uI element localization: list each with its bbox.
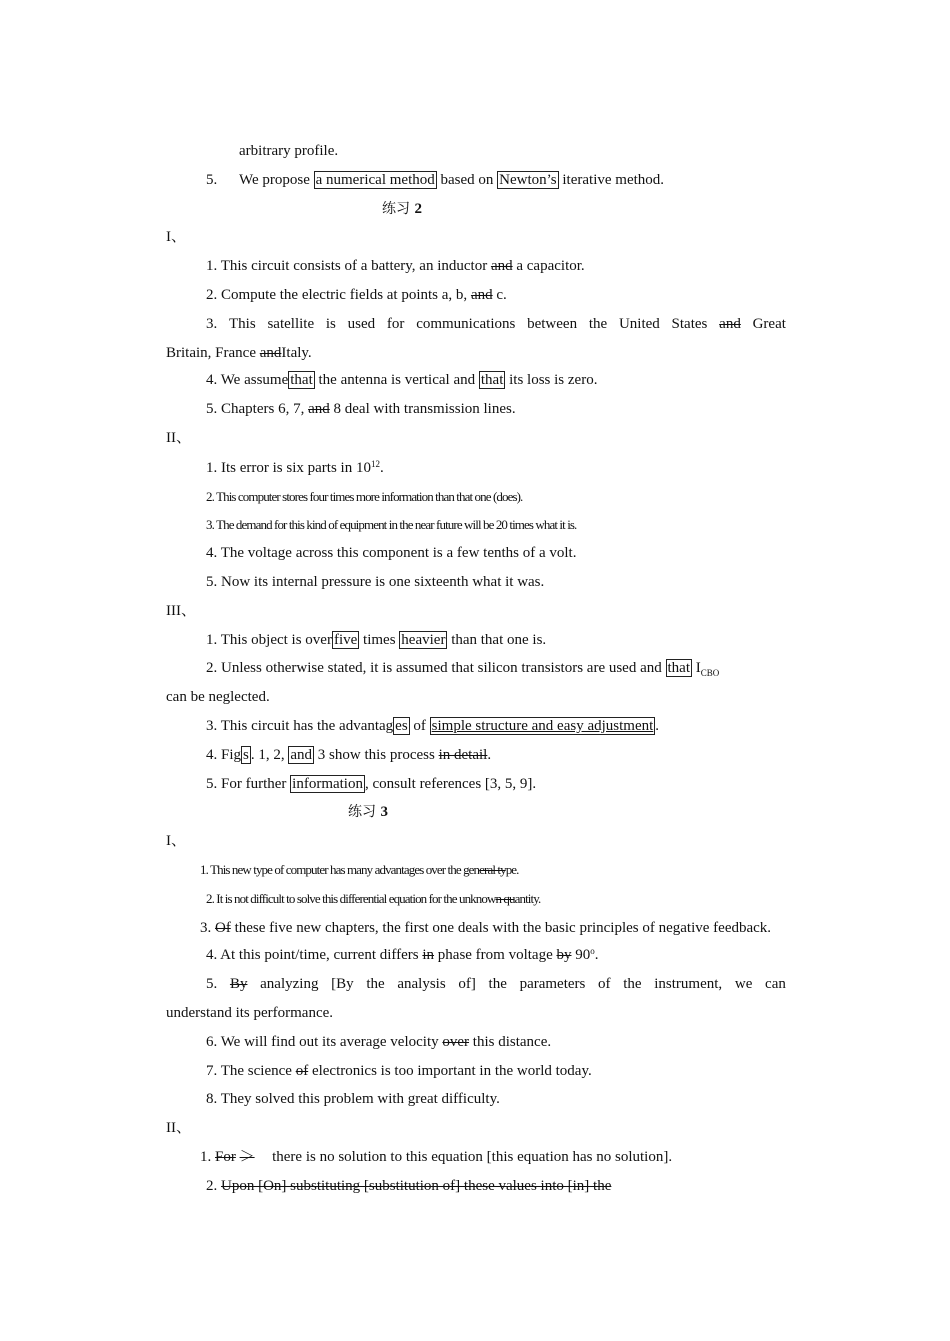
text-line: [206, 745, 491, 765]
text-line: [166, 687, 270, 707]
subsection-label: [166, 227, 186, 247]
struck-word: and: [490, 258, 513, 274]
struck-word: Of: [215, 920, 231, 936]
line-text: understand its performance.: [166, 1005, 334, 1021]
word: analysis: [397, 976, 446, 992]
label-text: II、: [166, 430, 191, 446]
heading-number: 2: [414, 201, 422, 217]
boxed-phrase: simple structure and easy adjustment: [431, 718, 654, 734]
word: of: [598, 976, 611, 992]
line-text: based on: [440, 172, 494, 188]
line-text: can be neglected.: [166, 689, 270, 705]
word: the: [366, 976, 385, 992]
boxed-word: Newton’s: [499, 172, 557, 188]
struck-word: For: [215, 1149, 236, 1165]
text-line: [206, 256, 585, 276]
section-heading: [382, 199, 422, 219]
line-text: 1. This circuit consists of a battery, an inductor: [206, 258, 488, 274]
text-line: [200, 1147, 672, 1167]
greater-than-symbol: ＞: [239, 1149, 255, 1165]
superscript: o: [590, 946, 595, 956]
subsection-label: [166, 831, 186, 851]
word: the: [623, 976, 642, 992]
line-text: 2. Unless otherwise stated, it is assumed that silicon transistors are used and: [206, 660, 662, 676]
line-text: 1. Its error is six parts in 10: [206, 460, 371, 476]
line-text: 4. The voltage across this component is a few tenths of a volt.: [206, 545, 577, 561]
line-text: 1.: [200, 1149, 212, 1165]
word: United: [618, 316, 660, 332]
text-line: [206, 1089, 500, 1109]
line-text: . 1, 2,: [250, 747, 285, 763]
text-line-justified: [206, 314, 786, 334]
label-text: II、: [166, 1120, 191, 1136]
text-line: [206, 170, 217, 190]
boxed-word: that: [480, 372, 504, 388]
line-text: I: [695, 660, 701, 676]
text-line: [239, 170, 664, 190]
struck-word: n qu: [495, 891, 515, 906]
line-text: 3. This circuit has the advantag: [206, 718, 394, 734]
line-text: 2. Compute the electric fields at points a, b,: [206, 287, 468, 303]
line-text: 5. For further: [206, 776, 287, 792]
subsection-label: [166, 601, 196, 621]
line-text: these five new chapters, the first one deals with the basic principles of negative feedback.: [234, 920, 772, 936]
boxed-word: information: [292, 776, 363, 792]
line-text: times: [363, 632, 396, 648]
text-line: [206, 285, 507, 305]
line-text: 2.: [206, 1178, 218, 1194]
struck-phrase: Upon [On] substituting [substitution of] these values into [in] the: [221, 1178, 612, 1194]
text-line: [206, 1061, 592, 1081]
word: parameters: [519, 976, 586, 992]
text-line: [239, 141, 338, 161]
boxed-word: a numerical method: [315, 172, 435, 188]
text-line: [206, 774, 536, 794]
struck-word: in detail: [438, 747, 488, 763]
heading-text: 练习: [382, 201, 410, 217]
word: of]: [458, 976, 476, 992]
text-line: [206, 370, 597, 390]
line-text: 4. Fig: [206, 747, 242, 763]
word: we: [734, 976, 753, 992]
word: analyzing: [260, 976, 319, 992]
line-text: .: [594, 947, 599, 963]
text-line: [206, 945, 599, 965]
text-line: [206, 1176, 611, 1196]
text-line: [206, 399, 516, 419]
word: This: [229, 316, 256, 332]
line-text: .: [379, 460, 384, 476]
word: the: [488, 976, 507, 992]
text-line: [206, 716, 659, 736]
line-text: this distance.: [472, 1034, 552, 1050]
line-text: 4. We assume: [206, 372, 289, 388]
line-text: Italy.: [281, 345, 312, 361]
text-line: [206, 630, 546, 650]
label-text: III、: [166, 603, 196, 619]
word: for: [386, 316, 405, 332]
word: between: [527, 316, 578, 332]
line-text: .: [655, 718, 660, 734]
line-text: c.: [496, 287, 507, 303]
line-text: of: [413, 718, 426, 734]
word: instrument,: [654, 976, 723, 992]
line-text: iterative method.: [562, 172, 665, 188]
line-text: 90: [575, 947, 591, 963]
struck-word: by: [556, 947, 572, 963]
line-text: antity.: [514, 891, 541, 906]
struck-word: of: [295, 1063, 309, 1079]
word: communications: [416, 316, 516, 332]
boxed-word: that: [667, 660, 690, 676]
heading-number: 3: [380, 804, 388, 820]
heading-text: 练习: [348, 804, 376, 820]
line-text: 8. They solved this problem with great difficulty.: [206, 1091, 500, 1107]
boxed-word: five: [333, 632, 358, 648]
line-text: than that one is.: [451, 632, 547, 648]
boxed-word: that: [290, 372, 313, 388]
text-line: [206, 658, 719, 678]
line-text: We propose: [239, 172, 310, 188]
line-text: pe.: [505, 862, 519, 877]
line-text: 4. At this point/time, current differs: [206, 947, 419, 963]
boxed-word: heavier: [401, 632, 446, 648]
line-text: 2. It is not difficult to solve this differential equation for the unknow: [206, 891, 496, 906]
line-text: .: [487, 747, 492, 763]
text-line: [166, 343, 312, 363]
struck-word: and: [308, 401, 330, 417]
boxed-word: and: [290, 747, 313, 763]
word: States: [671, 316, 708, 332]
superscript: 12: [370, 459, 380, 469]
struck-word: and: [719, 316, 741, 332]
text-line: [206, 458, 384, 478]
text-line: [166, 1003, 333, 1023]
line-text: 8 deal with transmission lines.: [333, 401, 516, 417]
line-text: phase from voltage: [437, 947, 553, 963]
struck-word: and: [470, 287, 493, 303]
boxed-letters: es: [395, 718, 408, 734]
word: used: [347, 316, 376, 332]
subsection-label: [166, 1118, 191, 1138]
text-line: [206, 889, 540, 909]
struck-word: over: [442, 1034, 470, 1050]
text-line: [206, 487, 522, 507]
line-text: 5. Now its internal pressure is one sixteenth what it was.: [206, 574, 545, 590]
line-text: 3. The demand for this kind of equipment in the near future will be 20 times what it is.: [206, 517, 577, 532]
text-line: [206, 572, 544, 592]
line-text: , consult references [3, 5, 9].: [364, 776, 537, 792]
text-line: [206, 515, 576, 535]
line-text: the antenna is vertical and: [318, 372, 476, 388]
line-text: 5. Chapters 6, 7,: [206, 401, 305, 417]
text-line: [206, 543, 576, 563]
line-text: arbitrary profile.: [239, 143, 339, 159]
line-text: 1. This new type of computer has many advantages over the gen: [200, 862, 480, 877]
line-text: its loss is zero.: [509, 372, 598, 388]
line-text: 2. This computer stores four times more information than that one (does).: [206, 489, 523, 504]
struck-word: in: [422, 947, 435, 963]
word: can: [765, 976, 786, 992]
line-text: 1. This object is over: [206, 632, 332, 648]
line-text: 3 show this process: [317, 747, 435, 763]
word: Great: [752, 316, 786, 332]
word: is: [325, 316, 336, 332]
text-line: [200, 918, 771, 938]
text-line: [206, 1032, 551, 1052]
word: satellite: [267, 316, 315, 332]
line-text: electronics is too important in the world today.: [311, 1063, 592, 1079]
subscript: CBO: [700, 668, 720, 678]
word: 5.: [206, 976, 218, 992]
line-text: a capacitor.: [516, 258, 585, 274]
line-text: 7. The science: [206, 1063, 292, 1079]
label-text: I、: [166, 229, 186, 245]
line-text: there is no solution to this equation [this equation has no solution].: [272, 1149, 673, 1165]
struck-word: By: [229, 976, 248, 992]
section-heading: [348, 802, 388, 822]
word: [By: [331, 976, 354, 992]
struck-word: eral ty: [479, 862, 506, 877]
struck-word: and: [259, 345, 282, 361]
text-line-justified: [206, 974, 786, 994]
line-text: 6. We will find out its average velocity: [206, 1034, 439, 1050]
boxed-letters: s: [243, 747, 249, 763]
word: the: [588, 316, 608, 332]
text-line: [200, 860, 519, 880]
line-text: Britain, France: [166, 345, 256, 361]
item-number: 5.: [206, 172, 218, 188]
subsection-label: [166, 428, 191, 448]
word: 3.: [206, 316, 218, 332]
line-text: 3.: [200, 920, 212, 936]
label-text: I、: [166, 833, 186, 849]
